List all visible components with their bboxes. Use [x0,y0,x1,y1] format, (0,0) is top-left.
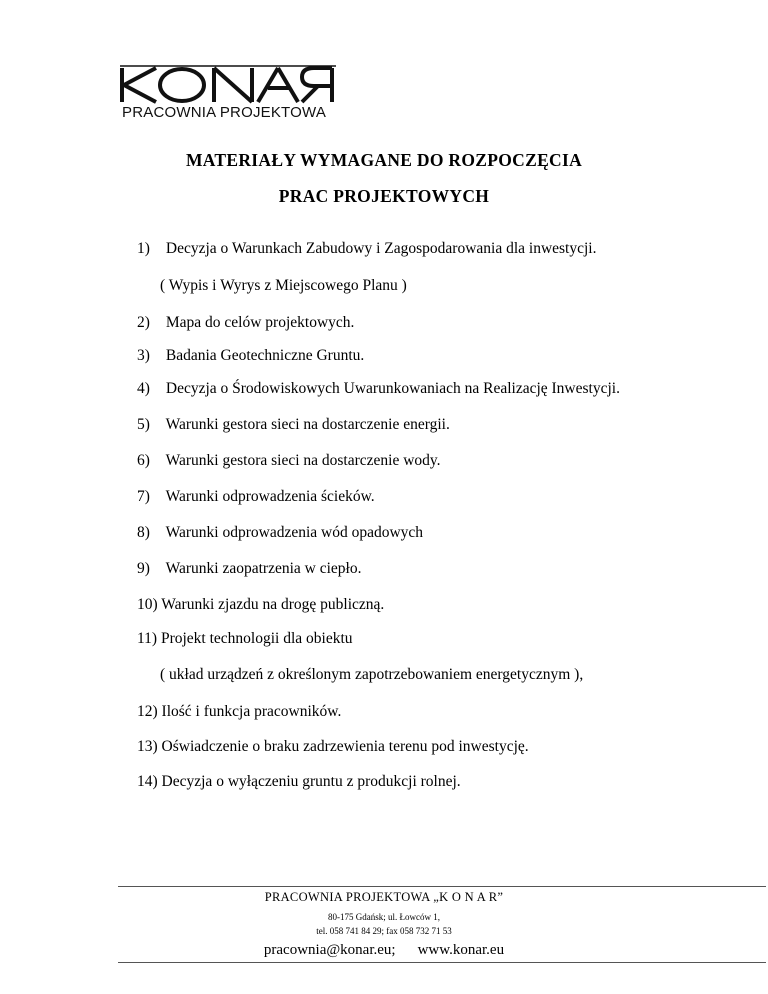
list-item: 10) Warunki zjazdu na drogę publiczną. [137,596,385,613]
list-item: 6) Warunki gestora sieci na dostarczenie wody. [137,452,441,469]
list-item-note: ( Wypis i Wyrys z Miejscowego Planu ) [160,277,407,294]
footer-email[interactable]: pracownia@konar.eu; [263,942,396,958]
footer-bottom-rule [118,962,766,963]
logo-subtitle: PRACOWNIA PROJEKTOWA [122,104,327,121]
list-item-note: ( układ urządzeń z określonym zapotrzebowaniem energetycznym ), [160,666,584,683]
list-item: 13) Oświadczenie o braku zadrzewienia terenu pod inwestycję. [137,738,529,755]
list-item: 3) Badania Geotechniczne Gruntu. [137,347,365,364]
list-item: 1) Decyzja o Warunkach Zabudowy i Zagospodarowania dla inwestycji. [137,240,597,257]
footer-top-rule [118,886,766,887]
footer-website[interactable]: www.konar.eu [417,942,505,958]
list-item: 2) Mapa do celów projektowych. [137,314,355,331]
list-item: 11) Projekt technologii dla obiektu [137,630,353,647]
list-item: 14) Decyzja o wyłączeniu gruntu z produkcji rolnej. [137,773,461,790]
list-item: 12) Ilość i funkcja pracowników. [137,703,342,720]
document-title-line2: PRAC PROJEKTOWYCH [278,186,490,206]
footer-address: 80-175 Gdańsk; ul. Łowców 1, [328,912,440,922]
document-title-line1: MATERIAŁY WYMAGANE DO ROZPOCZĘCIA [185,150,583,170]
list-item: 4) Decyzja o Środowiskowych Uwarunkowaniach na Realizację Inwestycji. [137,380,620,397]
list-item: 7) Warunki odprowadzenia ścieków. [137,488,375,505]
footer-company: PRACOWNIA PROJEKTOWA „K O N A R” [264,890,504,904]
footer-contacts [0,942,768,959]
footer-phone: tel. 058 741 84 29; fax 058 732 71 53 [316,926,452,936]
list-item: 9) Warunki zaopatrzenia w ciepło. [137,560,362,577]
list-item: 8) Warunki odprowadzenia wód opadowych [137,524,424,541]
list-item: 5) Warunki gestora sieci na dostarczenie energii. [137,416,450,433]
